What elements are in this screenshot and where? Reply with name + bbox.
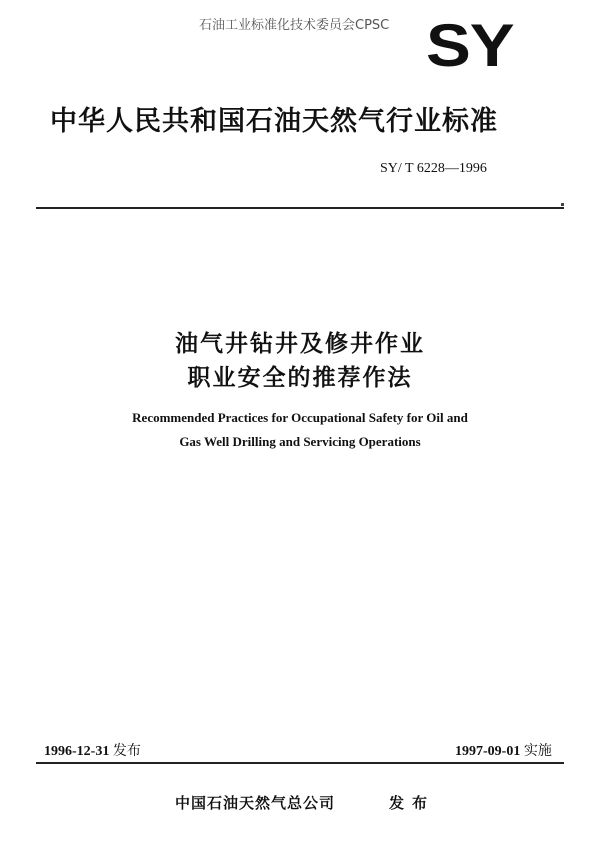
issue-label: 发布 — [112, 743, 141, 759]
watermark-text: 石油工业标准化技术委员会CPSC — [199, 18, 390, 33]
document-title-en-line2: Gas Well Drilling and Servicing Operations — [179, 434, 421, 449]
issue-date: 1996-12-31 — [44, 744, 110, 759]
divider-mark — [561, 203, 564, 206]
document-title-en-line1: Recommended Practices for Occupational Safety for Oil and — [132, 410, 468, 425]
document-title-cn-line2: 职业安全的推荐作法 — [187, 365, 413, 391]
effective-date-line — [455, 740, 552, 760]
document-title-cn-line1: 油气井钻井及修井作业 — [175, 331, 425, 357]
sy-logo: SY — [426, 12, 514, 79]
publisher-name: 中国石油天然气总公司 — [175, 794, 336, 812]
effective-label: 实施 — [523, 743, 552, 759]
national-standard-title: 中华人民共和国石油天然气行业标准 — [50, 106, 498, 137]
publish-label: 发布 — [389, 794, 436, 812]
issue-date-line — [44, 740, 141, 760]
standard-code: SY/ T 6228—1996 — [380, 161, 487, 176]
header-divider — [36, 207, 564, 209]
effective-date: 1997-09-01 — [455, 744, 521, 759]
footer-divider — [36, 762, 564, 764]
